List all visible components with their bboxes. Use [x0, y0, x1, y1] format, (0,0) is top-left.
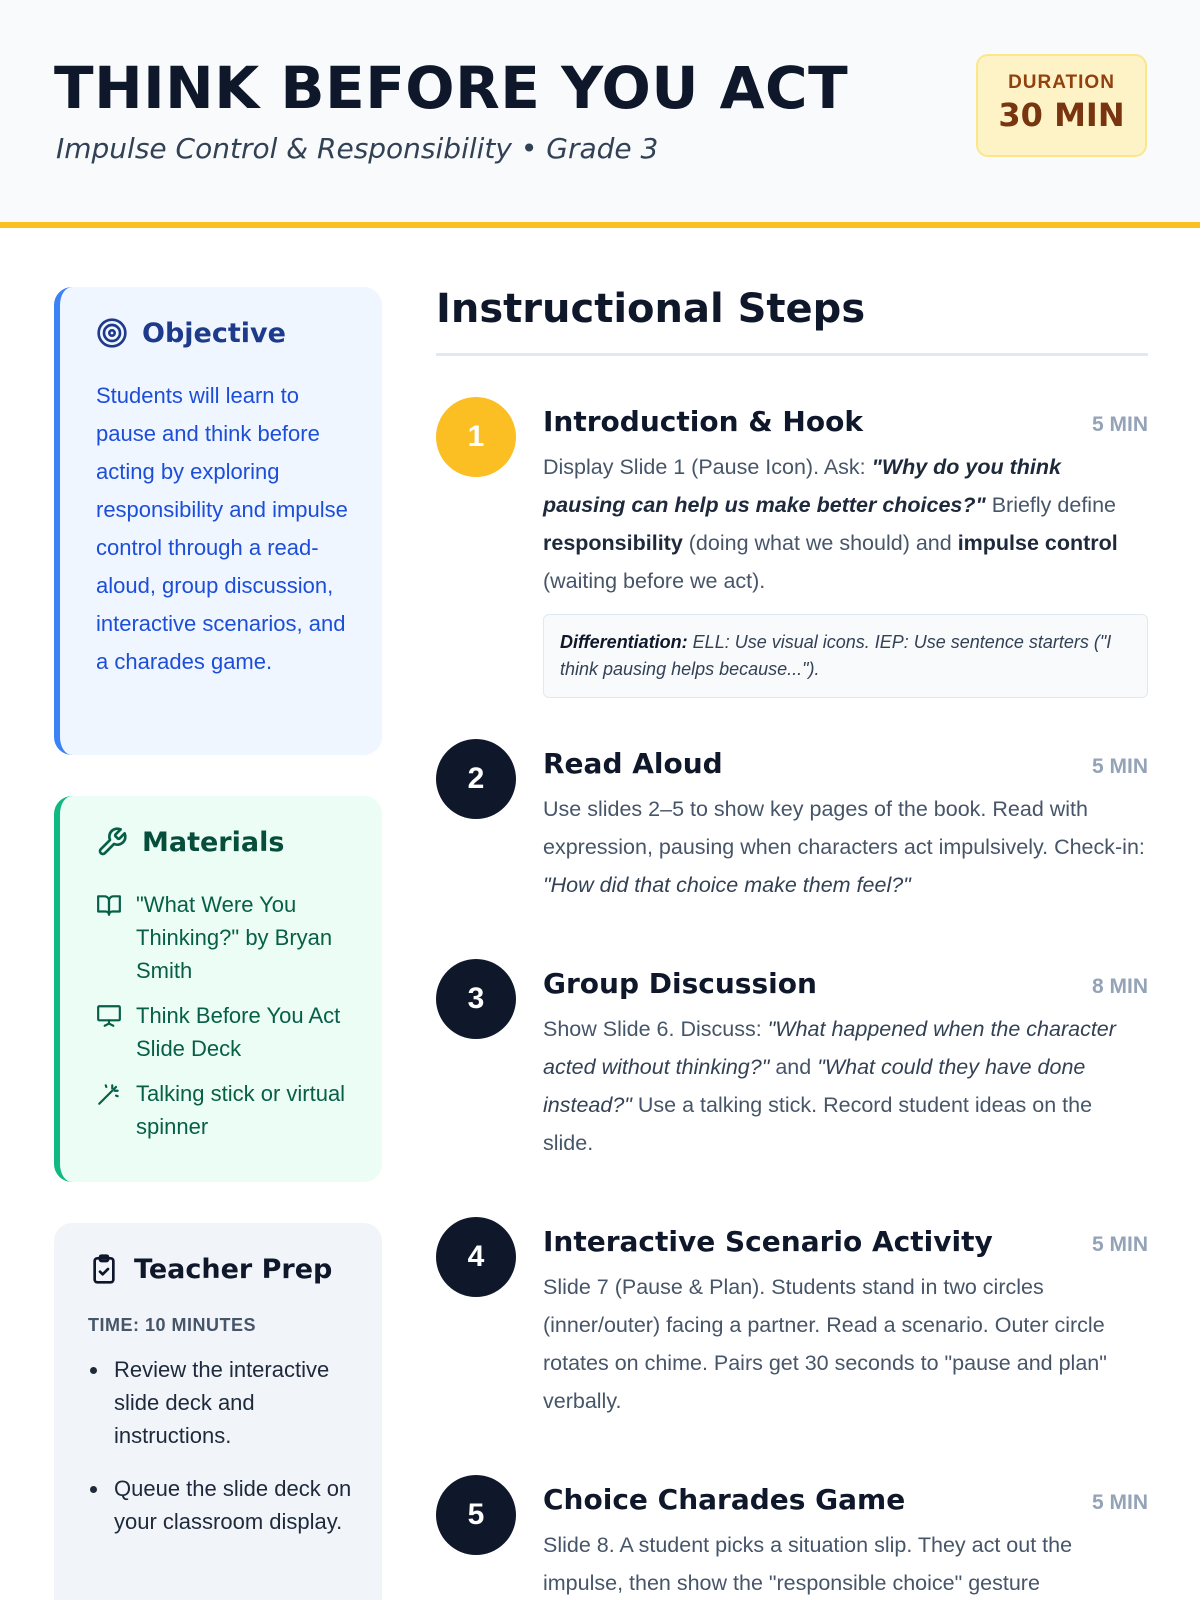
list-item: Queue the slide deck on your classroom display. — [88, 1472, 358, 1538]
objective-text: Students will learn to pause and think before acting by exploring responsibility and impulse control through a read-aloud, group discussion, interactive scenarios, and a charades game. — [96, 383, 348, 674]
step-time: 8 MIN — [1091, 975, 1148, 998]
step-title: Group Discussion — [543, 967, 817, 1000]
objective-title: Objective — [142, 317, 286, 349]
step-number: 1 — [436, 397, 516, 477]
duration-label: DURATION — [1008, 72, 1115, 93]
list-item — [96, 888, 366, 987]
step-title: Interactive Scenario Activity — [543, 1225, 993, 1258]
step-description: Slide 8. A student picks a situation slip. They act out the impulse, then show the "responsible choice" gesture — [543, 1533, 1073, 1595]
list-item: Review the interactive slide deck and instructions. — [88, 1353, 358, 1452]
page-subtitle: Impulse Control & Responsibility • Grade 3 — [56, 132, 659, 165]
step-description: Use slides 2–5 to show key pages of the book. Read with expression, pausing when characters act impulsively. Check-in: "How did that choice make them feel?" — [543, 797, 1145, 897]
step-number: 5 — [436, 1475, 516, 1555]
step-description: Show Slide 6. Discuss: "What happened when the character acted without thinking?" and "What could they have done instead?" Use a talking stick. Record student ideas on the slide. — [543, 1017, 1116, 1155]
magic-wand-icon — [96, 1081, 122, 1107]
step-time: 5 MIN — [1091, 1233, 1148, 1256]
wrench-icon — [96, 826, 128, 858]
duration-badge — [976, 54, 1147, 157]
step-time: 5 MIN — [1091, 1491, 1148, 1514]
step-time: 5 MIN — [1091, 755, 1148, 778]
step-description: Slide 7 (Pause & Plan). Students stand in two circles (inner/outer) facing a partner. Read a scenario. Outer circle rotates on chime. Pairs get 30 seconds to "pause and plan" verbally. — [543, 1275, 1107, 1413]
teacher-prep-time: TIME: 10 MINUTES — [88, 1315, 257, 1335]
materials-header — [96, 826, 284, 858]
step-number: 3 — [436, 959, 516, 1039]
step-description: Display Slide 1 (Pause Icon). Ask: "Why do you think pausing can help us make better choices?" Briefly define responsibility (doing what we should) and impulse control (waiting before we act). — [543, 455, 1118, 593]
steps-title: Instructional Steps — [436, 286, 866, 332]
teacher-prep-title: Teacher Prep — [134, 1253, 333, 1285]
material-label: Talking stick or virtual spinner — [136, 1081, 346, 1139]
steps-divider — [436, 353, 1148, 356]
duration-value: 30 MIN — [998, 96, 1125, 134]
step-time: 5 MIN — [1091, 413, 1148, 436]
presentation-icon — [96, 1003, 122, 1029]
step-title: Read Aloud — [543, 747, 723, 780]
page-header — [0, 0, 1200, 228]
list-item — [96, 999, 366, 1065]
step-number: 4 — [436, 1217, 516, 1297]
step-title: Choice Charades Game — [543, 1483, 906, 1516]
materials-list — [96, 888, 366, 1155]
page-title: THINK BEFORE YOU ACT — [54, 54, 849, 122]
clipboard-check-icon — [88, 1253, 120, 1285]
differentiation-note: Differentiation: ELL: Use visual icons. IEP: Use sentence starters ("I think pausing helps because..."). — [543, 614, 1148, 698]
step-number: 2 — [436, 739, 516, 819]
objective-header — [96, 317, 286, 349]
materials-title: Materials — [142, 826, 285, 858]
teacher-prep-header — [88, 1253, 332, 1285]
material-label: "What Were You Thinking?" by Bryan Smith — [136, 892, 333, 983]
teacher-prep-list — [88, 1353, 358, 1558]
book-icon — [96, 892, 122, 918]
material-label: Think Before You Act Slide Deck — [136, 1003, 341, 1061]
step-title: Introduction & Hook — [543, 405, 863, 438]
target-icon — [96, 317, 128, 349]
list-item — [96, 1077, 366, 1143]
objective-card — [54, 287, 382, 755]
teacher-prep-card — [54, 1223, 382, 1600]
materials-card — [54, 796, 382, 1182]
